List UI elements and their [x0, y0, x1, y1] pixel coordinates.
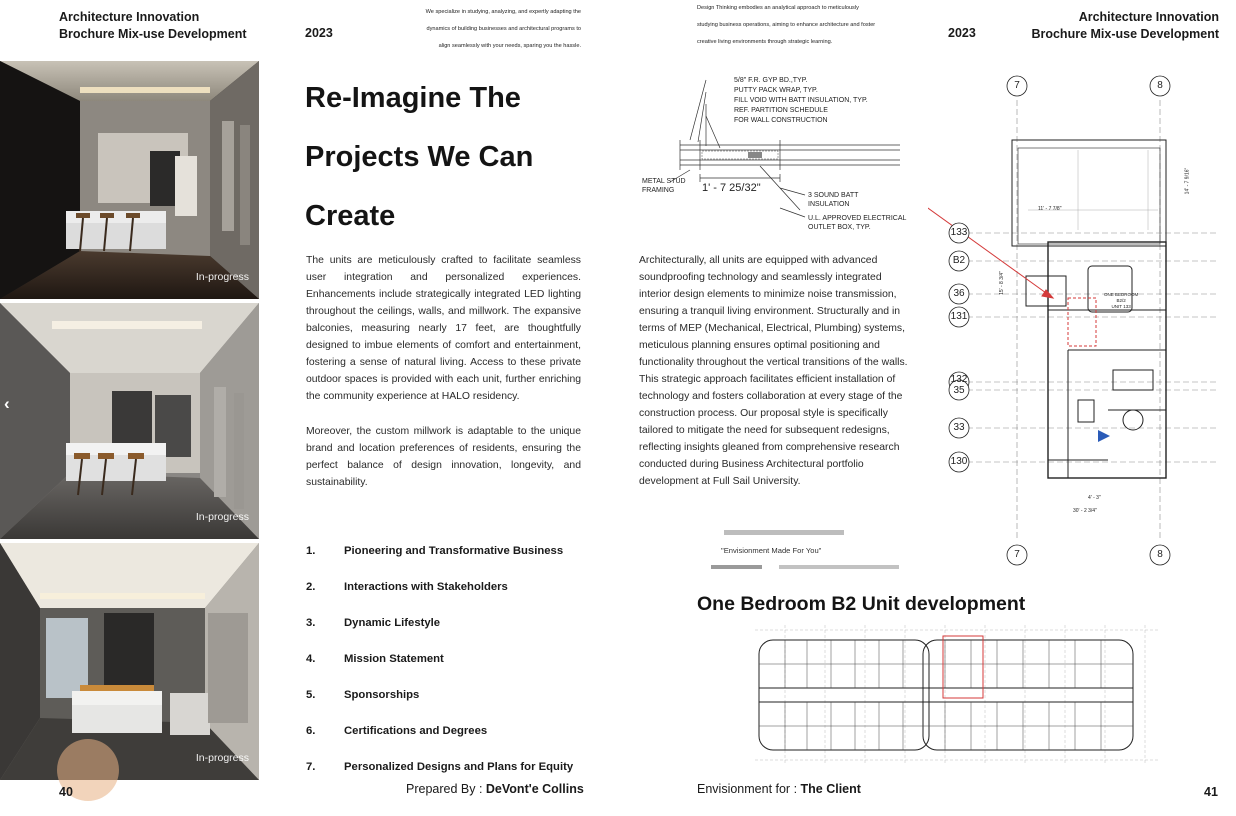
- scroll-indicator-left[interactable]: [711, 565, 762, 569]
- floor-plan-b2: [928, 70, 1228, 570]
- brand-title-left: [59, 9, 247, 43]
- grid-bubble: 8: [1157, 80, 1163, 91]
- status-label: In-progress: [195, 511, 249, 523]
- wall-detail-drawing: [640, 70, 930, 240]
- caption: "Envisionment Made For You": [721, 546, 822, 555]
- toc-label: Dynamic Lifestyle: [344, 617, 441, 629]
- grid-bubble: 35: [953, 385, 965, 396]
- toc-label: Certifications and Degrees: [344, 725, 488, 737]
- toc-item[interactable]: [306, 579, 508, 595]
- intro-line: creative living environments through strategic learning.: [697, 39, 833, 45]
- envisionment-for: [697, 782, 861, 796]
- room-tag: [1104, 292, 1138, 310]
- detail-note: PUTTY PACK WRAP, TYP.: [734, 87, 818, 94]
- grid-bubble: B2: [952, 255, 966, 266]
- toc-item[interactable]: [306, 723, 487, 739]
- brand-title-right: [1031, 9, 1219, 43]
- brand-line-1: Architecture Innovation: [1078, 10, 1219, 24]
- brand-line-2: Brochure Mix-use Development: [59, 27, 247, 41]
- prepared-prefix: Prepared By :: [406, 782, 486, 796]
- building-plan-overview: [745, 620, 1170, 770]
- toc-label: Sponsorships: [344, 689, 420, 701]
- detail-note: U.L. APPROVED ELECTRICAL: [808, 215, 907, 222]
- detail-note: 5/8" F.R. GYP BD.,TYP.: [734, 77, 808, 84]
- room-tag-line: ONE BEDROOM: [1104, 292, 1139, 297]
- grid-bubble: 7: [1014, 549, 1020, 560]
- plan-dimension: 15' - 8 3/4": [998, 271, 1005, 295]
- toc-item[interactable]: [306, 651, 444, 667]
- toc-label: Pioneering and Transformative Business: [344, 545, 564, 557]
- rendering-image: [0, 61, 259, 299]
- plan-dimension: 4' - 3": [1088, 495, 1101, 501]
- intro-right: [697, 0, 912, 51]
- toc-number: 1.: [306, 545, 316, 557]
- grid-bubble: 7: [1014, 80, 1020, 91]
- plan-dimension: 14' - 7 9/16": [1184, 167, 1191, 195]
- grid-bubble: 36: [953, 288, 965, 299]
- wall-dimension: 1' - 7 25/32": [702, 182, 761, 194]
- room-tag-line: B2/2: [1116, 298, 1126, 303]
- toc-item[interactable]: [306, 687, 419, 703]
- toc-item[interactable]: [306, 543, 563, 559]
- toc-label: Interactions with Stakeholders: [344, 581, 508, 593]
- plan-dimension: 11' - 7 7/8": [1038, 206, 1062, 212]
- toc-label: Mission Statement: [344, 653, 444, 665]
- envision-prefix: Envisionment for :: [697, 782, 801, 796]
- detail-note: FOR WALL CONSTRUCTION: [734, 117, 828, 124]
- intro-line: align seamlessly with your needs, sparing you the hassle.: [438, 43, 581, 49]
- page-number-left: 40: [59, 785, 73, 799]
- detail-note: 3 SOUND BATT: [808, 192, 859, 199]
- floor-plan-lines: [928, 70, 1228, 570]
- unit-title: One Bedroom B2 Unit development: [697, 593, 1026, 615]
- gallery-prev-arrow[interactable]: ‹: [4, 394, 10, 413]
- detail-note: OUTLET BOX, TYP.: [808, 224, 871, 231]
- year-left: 2023: [305, 26, 333, 40]
- toc-number: 2.: [306, 581, 316, 593]
- batt-note: [808, 191, 858, 209]
- headline-line: Re-Imagine The: [305, 82, 521, 114]
- intro-line: We specialize in studying, analyzing, and expertly adapting the: [425, 9, 581, 15]
- toc-item[interactable]: [306, 615, 440, 631]
- grid-bubble: 131: [950, 311, 968, 322]
- outlet-note: [808, 214, 906, 232]
- grid-bubble: 33: [953, 422, 965, 433]
- headline: [305, 69, 533, 246]
- detail-note: FRAMING: [642, 187, 675, 194]
- detail-note: REF. PARTITION SCHEDULE: [734, 107, 828, 114]
- detail-note: FILL VOID WITH BATT INSULATION, TYP.: [734, 97, 868, 104]
- grid-bubble: 132: [950, 374, 968, 385]
- rendering-image: [0, 303, 259, 539]
- toc-number: 4.: [306, 653, 316, 665]
- intro-line: studying business operations, aiming to enhance architecture and foster: [697, 22, 876, 28]
- grid-bubble: 130: [950, 456, 968, 467]
- prepared-by: [406, 782, 584, 796]
- intro-line: Design Thinking embodies an analytical approach to meticulously: [697, 5, 859, 11]
- year-right: 2023: [948, 26, 976, 40]
- toc-number: 3.: [306, 617, 316, 629]
- toc-item[interactable]: [306, 759, 573, 775]
- toc-number: 6.: [306, 725, 316, 737]
- body-paragraph-1: The units are meticulously crafted to facilitate seamless user integration and personalized experiences. Enhancements include strategically integrated LED lighting throughout the ceilings, walls, and millwork. The expansive balconies, measuring nearly 17 feet, are thoughtfully designed to imbue elements of comfort and entertainment, fostering a sense of natural living. Access to these private outdoor spaces is provided with each unit, further enriching the community experience at HALO residency.: [306, 255, 581, 402]
- headline-line: Create: [305, 200, 396, 232]
- stud-note: [642, 177, 686, 195]
- detail-notes: [734, 76, 868, 126]
- status-label: In-progress: [195, 752, 249, 764]
- toc-number: 5.: [306, 689, 316, 701]
- toc-number: 7.: [306, 761, 316, 773]
- grid-bubble: 8: [1157, 549, 1163, 560]
- room-tag-line: UNIT 133: [1111, 304, 1131, 309]
- building-plan-lines: [745, 620, 1170, 770]
- scroll-indicator-top[interactable]: [724, 530, 844, 535]
- brand-line-1: Architecture Innovation: [59, 10, 200, 24]
- body-paragraph-3: Architecturally, all units are equipped with advanced soundproofing technology and seamlessly integrated interior design elements to minimize noise transmission, ensuring a tranquil living environment. Structurally and in terms of MEP (Mechanical, Electrical, Plumbing) systems, meticulous planning ensures optimal positioning and functionality throughout the vertical transitions of the walls. This strategic approach facilitates efficient installation of technology and fosters collaboration at every stage of the construction process. Our proposal style is specifically tailored to mitigate the need for subsequent redesigns, reflecting insights gleaned from comprehensive research conducted during Business Architectural portfolio development at Full Sail University.: [639, 255, 908, 487]
- brand-line-2: Brochure Mix-use Development: [1031, 27, 1219, 41]
- rendering-image: [0, 543, 259, 780]
- headline-line: Projects We Can: [305, 141, 534, 173]
- page-number-right: 41: [1204, 785, 1218, 799]
- status-label: In-progress: [195, 271, 249, 283]
- envision-name: The Client: [800, 782, 861, 796]
- rendering-kitchen-3[interactable]: [0, 543, 259, 780]
- scroll-indicator-right[interactable]: [779, 565, 899, 569]
- rendering-kitchen-1[interactable]: [0, 61, 259, 299]
- toc-label: Personalized Designs and Plans for Equity: [344, 761, 574, 773]
- plan-dimension: 30' - 2 3/4": [1073, 508, 1097, 514]
- intro-left: [370, 4, 581, 55]
- body-paragraph-2: Moreover, the custom millwork is adaptable to the unique brand and location preferences of residents, ensuring the perfect balance of design innovation, longevity, and sustainability.: [306, 426, 581, 488]
- prepared-name: DeVont'e Collins: [485, 782, 584, 796]
- detail-note: INSULATION: [808, 201, 850, 208]
- detail-note: METAL STUD: [642, 178, 686, 185]
- rendering-kitchen-2[interactable]: [0, 303, 259, 539]
- grid-bubble: 133: [950, 227, 968, 238]
- intro-line: dynamics of building businesses and architectural programs to: [426, 26, 581, 32]
